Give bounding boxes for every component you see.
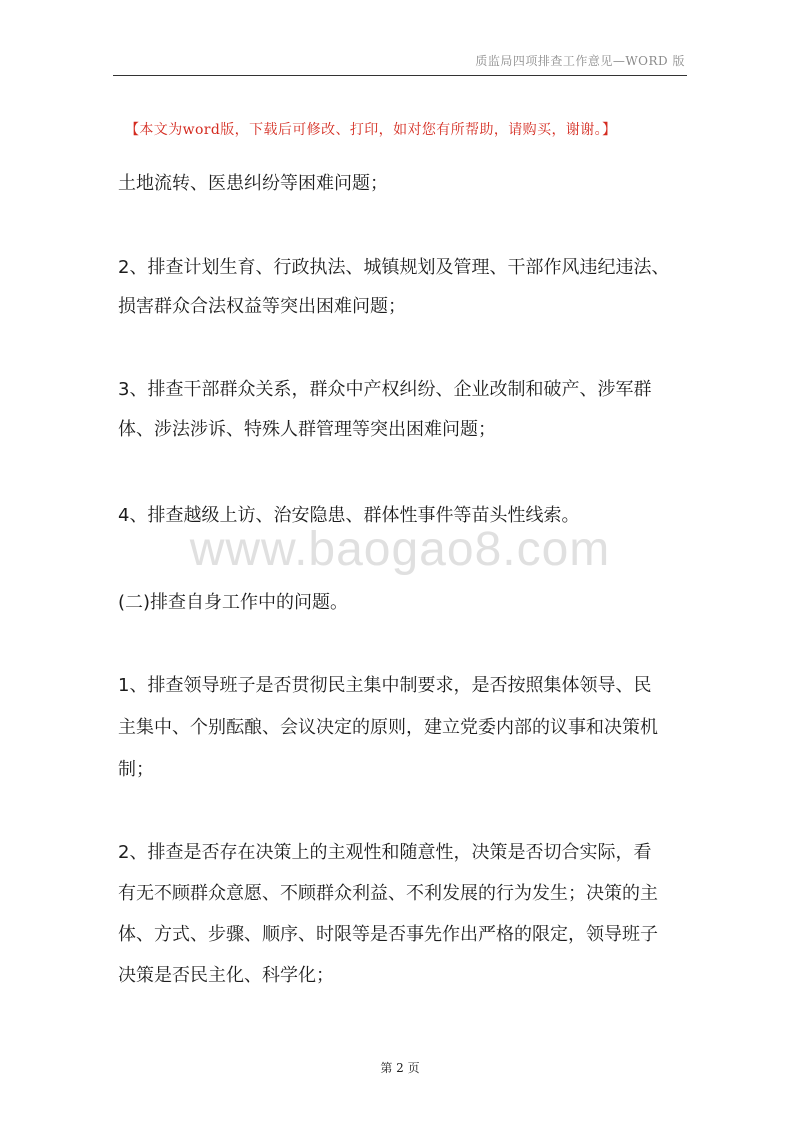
body-line: 2、排查是否存在决策上的主观性和随意性，决策是否切合实际，看 — [118, 842, 652, 863]
body-line: 1、排查领导班子是否贯彻民主集中制要求，是否按照集体领导、民 — [118, 675, 652, 696]
running-header: 质监局四项排查工作意见—WORD 版 — [475, 54, 685, 68]
body-line: 4、排查越级上访、治安隐患、群体性事件等苗头性线索。 — [118, 505, 580, 526]
body-line: 决策是否民主化、科学化； — [118, 965, 334, 986]
page-number: 第 2 页 — [380, 1061, 420, 1075]
body-line: 体、方式、步骤、顺序、时限等是否事先作出严格的限定，领导班子 — [118, 924, 658, 945]
body-line: 损害群众合法权益等突出困难问题； — [118, 296, 406, 317]
section-heading: (二)排查自身工作中的问题。 — [118, 592, 349, 613]
body-line: 3、排查干部群众关系，群众中产权纠纷、企业改制和破产、涉军群 — [118, 379, 652, 400]
watermark: www.baogao8.com — [189, 523, 611, 576]
body-line: 体、涉法涉诉、特殊人群管理等突出困难问题； — [118, 419, 496, 440]
body-line: 主集中、个别酝酿、会议决定的原则，建立党委内部的议事和决策机 — [118, 717, 658, 738]
header-divider — [113, 75, 687, 76]
body-line: 2、排查计划生育、行政执法、城镇规划及管理、干部作风违纪违法、 — [118, 257, 670, 278]
body-line: 有无不顾群众意愿、不顾群众利益、不利发展的行为发生；决策的主 — [118, 883, 658, 904]
download-notice: 【本文为word版，下载后可修改、打印，如对您有所帮助，请购买，谢谢。】 — [125, 122, 617, 138]
body-line: 制； — [118, 759, 154, 780]
body-line: 土地流转、医患纠纷等困难问题； — [118, 173, 388, 194]
